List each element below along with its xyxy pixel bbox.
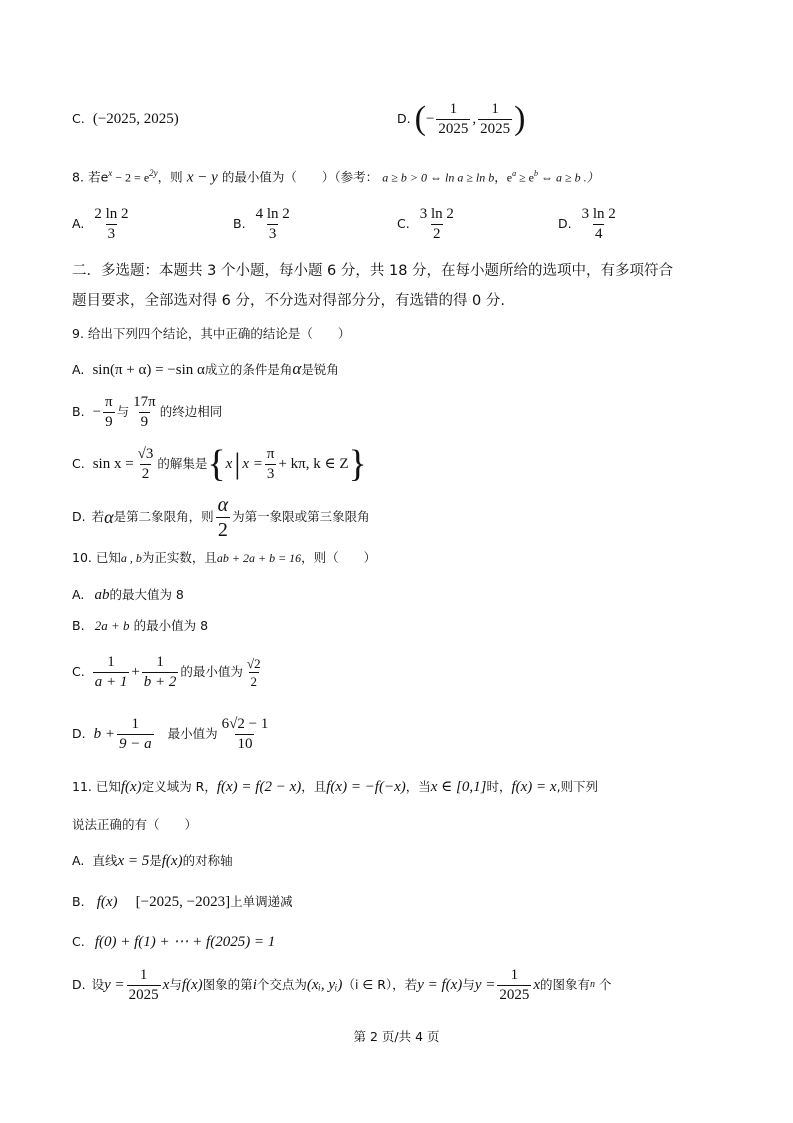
q9-option-b: B. − $\frac{\pi}{9}$ 与 $\frac{17\pi}{9}$ 的终边相同 xyxy=(72,393,223,430)
fraction: $\frac{17\pi}{9}$ xyxy=(133,393,156,430)
q10-option-c: C. $\frac{1}{a + 1}$ + $\frac{1}{b + 2}$ 的最小值为 $\frac{√2}{2}$ xyxy=(72,653,261,690)
q11-option-d: D. 设 y = $\frac{1}{2025}$ x 与 f(x) 图象的第 i 个交点为 (xᵢ, yᵢ) （i ∈ R），若 y = f(x) 与 y = $\frac{1}{2025}$ x 的图象有 n 个 xyxy=(72,966,612,1003)
fraction: $\frac{√2}{2}$ xyxy=(246,655,261,689)
q9-option-a: A. sin(π + α) = −sin α成立的条件是角α是锐角 xyxy=(72,359,339,378)
q8-option-a: A. $\frac{2 \ln 2}{3}$ xyxy=(72,205,129,242)
q8-option-c: C. $\frac{3 \ln 2}{2}$ xyxy=(397,205,454,242)
q9-option-d: D. 若 α 是第二象限角，则 $\frac{\alpha}{2}$ 为第一象限或第三象限角 xyxy=(72,493,370,541)
q9-option-c: C. sin x = $\frac{√3}{2}$ 的解集是 { x | x = $\frac{\pi}{3}$ + kπ, k ∈ Z } xyxy=(72,443,367,485)
q11-option-b: B. f(x) [−2025, −2023]上单调递减 xyxy=(72,894,293,910)
fraction: $\frac{1}{b + 2}$ xyxy=(143,653,177,690)
fraction: $\frac{\alpha}{2}$ xyxy=(217,493,229,541)
section-heading-line-2: 题目要求，全部选对得 6 分，不分选对得部分分，有选错的得 0 分. xyxy=(72,293,505,309)
q11-stem-line-2: 说法正确的有（ ） xyxy=(72,817,198,832)
fraction: $\frac{3 \ln 2}{2}$ xyxy=(419,205,454,242)
fraction: $\frac{\pi}{3}$ xyxy=(266,445,275,482)
q8-stem: 8. 若$e^x - 2 = e^{2y}$，则 x − y 的最小值为（ ）（参考： a ≥ b > 0 ⇔ ln a ≥ ln b，$e^a \ge e^b$ ⇔ a ≥ b .） xyxy=(72,168,599,186)
fraction: $\frac{1}{2025}$ xyxy=(128,966,159,1003)
q11-option-a: A. 直线x = 5是f(x)的对称轴 xyxy=(72,853,233,869)
fraction: $\frac{2 \ln 2}{3}$ xyxy=(94,205,129,242)
fraction: $\frac{4 \ln 2}{3}$ xyxy=(255,205,290,242)
fraction: $\frac{1}{a + 1}$ xyxy=(94,653,128,690)
q8-option-d: D. $\frac{3 \ln 2}{4}$ xyxy=(558,205,616,242)
interval-value: (−2025, 2025) xyxy=(92,111,179,127)
option-label: C. xyxy=(72,111,85,126)
fraction: $\frac{\pi}{9}$ xyxy=(105,393,113,430)
fraction: $\frac{1}{2025}$ xyxy=(499,966,530,1003)
q10-stem: 10. 已知a , b为正实数，且ab + 2a + b = 16，则（ ） xyxy=(72,550,377,565)
fraction: $\frac{3 \ln 2}{4}$ xyxy=(581,205,616,242)
q8-option-b: B. $\frac{4 \ln 2}{3}$ xyxy=(233,205,290,242)
q10-option-d: D. b + $\frac{1}{9 - a}$ 最小值为 $\frac{6√2 - 1}{10}$ xyxy=(72,715,269,752)
fraction: $\frac{1}{2025}$ xyxy=(438,100,469,137)
q7-option-c xyxy=(72,110,179,129)
q10-option-a: A. ab的最大值为 8 xyxy=(72,587,184,603)
fraction: $\frac{1}{2025}$ xyxy=(480,100,511,137)
q10-option-b: B. 2a + b 的最小值为 8 xyxy=(72,618,209,633)
fraction: $\frac{√3}{2}$ xyxy=(137,445,154,482)
fraction: $\frac{6√2 - 1}{10}$ xyxy=(221,715,269,752)
q11-option-c: C. f(0) + f(1) + ⋯ + f(2025) = 1 xyxy=(72,934,276,950)
page-footer: 第 2 页/共 4 页 xyxy=(353,1029,440,1044)
q7-option-d: D. ( − $\frac{1}{2025}$ , $\frac{1}{2025}$ ) xyxy=(397,100,526,137)
q9-stem: 9. 给出下列四个结论，其中正确的结论是（ ） xyxy=(72,326,351,341)
q11-stem-line-1: 11. 已知f(x)定义域为 R，f(x) = f(2 − x)，且f(x) = −f(−x)，当x ∈ [0,1]时，f(x) = x,则下列 xyxy=(72,779,599,795)
fraction: $\frac{1}{9 - a}$ xyxy=(118,715,152,752)
section-heading-line-1: 二．多选题：本题共 3 个小题，每小题 6 分，共 18 分，在每小题所给的选项中，有多项符合 xyxy=(72,263,674,279)
option-label: D. xyxy=(397,111,411,126)
